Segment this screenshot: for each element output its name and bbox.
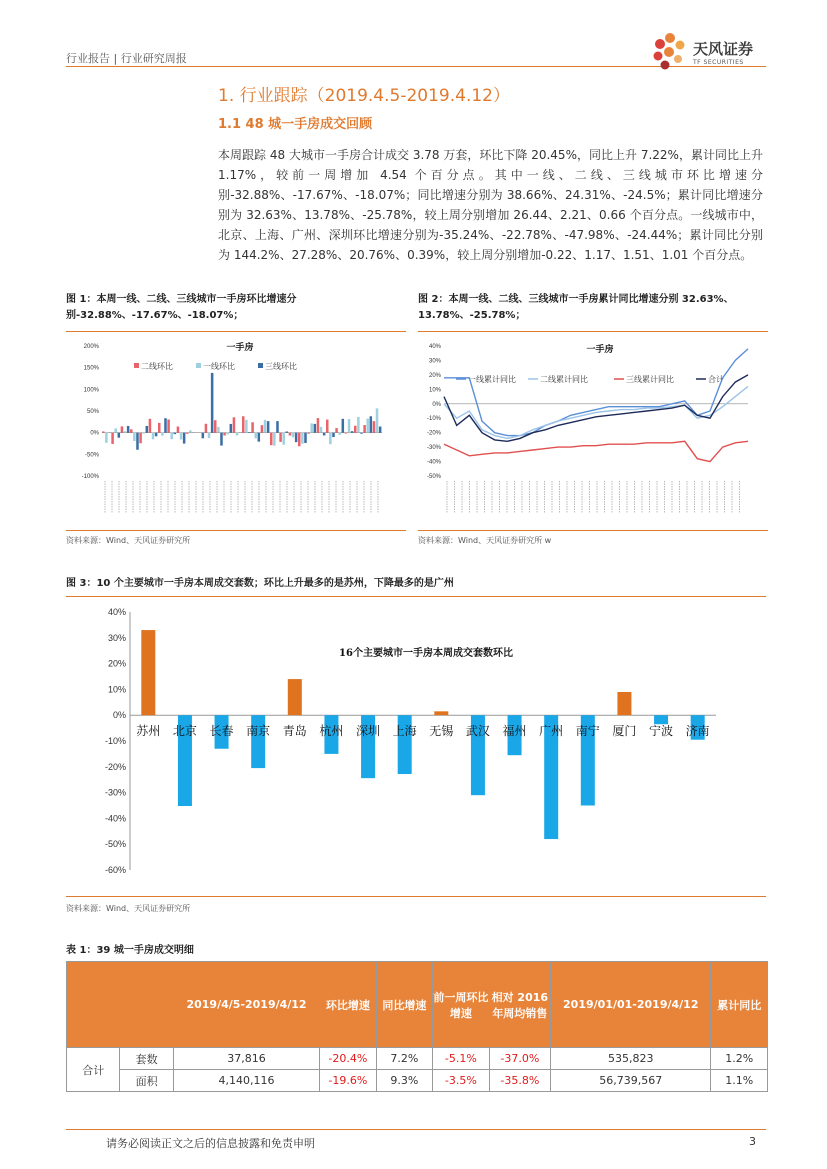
bar [223, 433, 226, 436]
bar [332, 433, 335, 437]
bar [317, 418, 320, 433]
fig3-divider [66, 596, 766, 597]
bar [226, 433, 229, 435]
x-tick-label: 南京 [246, 724, 271, 739]
cell-vs2016: -35.8% [489, 1070, 551, 1092]
legend-label: 一线累计同比 [468, 375, 516, 384]
fig2-chart [420, 338, 760, 528]
bar [310, 423, 313, 432]
row-group-label: 合计 [67, 1048, 120, 1092]
bar [366, 419, 369, 433]
y-tick-label: 40% [107, 607, 126, 617]
bar [186, 433, 189, 434]
x-tick-label: 武汉 [465, 724, 490, 739]
y-tick-label: 100% [83, 387, 99, 394]
bar [617, 692, 631, 715]
bar [379, 427, 382, 433]
bar [314, 424, 317, 433]
bar [376, 408, 379, 432]
bar [142, 433, 145, 434]
bar [286, 432, 289, 433]
bar [180, 433, 183, 440]
bar [205, 424, 208, 433]
legend-swatch [196, 363, 201, 368]
y-tick-label: 50% [86, 409, 99, 415]
y-tick-label: -10% [104, 736, 126, 746]
section-subtitle: 1.1 48 城一手房成交回顾 [218, 117, 373, 132]
legend-swatch [134, 363, 139, 368]
y-tick-label: -30% [104, 787, 126, 798]
page-number: 3 [749, 1135, 756, 1148]
bar [370, 416, 373, 432]
legend-label: 三线累计同比 [626, 375, 674, 384]
y-tick-label: 20% [107, 658, 126, 669]
x-tick-label: 长春 [209, 724, 234, 739]
bar [360, 433, 363, 434]
cell-prev-mom: -5.1% [433, 1048, 489, 1070]
chart-title: 一手房 [226, 343, 254, 353]
y-tick-label: 0% [432, 401, 441, 408]
th-period: 2019/4/5-2019/4/12 [173, 962, 319, 1048]
cell-period: 4,140,116 [173, 1070, 319, 1092]
bar [105, 433, 108, 443]
bar [130, 429, 133, 432]
bar [139, 433, 142, 444]
bar [342, 419, 345, 433]
series-line [444, 349, 748, 436]
legend-swatch [258, 363, 263, 368]
bar [236, 433, 239, 436]
series-line [444, 386, 748, 438]
bar [270, 433, 273, 446]
bar [279, 433, 282, 442]
bar [338, 433, 341, 435]
logo-subtitle: TF SECURITIES [693, 59, 744, 66]
cell-mom: -19.6% [320, 1070, 376, 1092]
y-tick-label: 200% [83, 344, 99, 350]
bar [102, 431, 105, 432]
x-tick-label: 无锡 [429, 724, 454, 739]
bar [654, 715, 668, 724]
bar [276, 421, 279, 433]
legend-label: 二线环比 [141, 362, 173, 371]
fig3-caption: 图 3：10 个主要城市一手房本周成交套数；环比上升最多的是苏州，下降最多的是广州 [66, 578, 454, 589]
fig2-caption: 图 2：本周一线、二线、三线城市一手房累计同比增速分别 32.63%、13.78%、-25.78%； [418, 294, 734, 321]
x-tick-label: 广州 [539, 724, 564, 739]
x-tick-label: 深圳 [356, 724, 381, 739]
bar [245, 420, 248, 433]
bar [167, 419, 170, 432]
bar [217, 427, 220, 433]
y-tick-label: -30% [426, 445, 441, 452]
table1-caption: 表 1：39 城一手房成交明细 [66, 945, 194, 956]
fig2-divider [418, 331, 768, 332]
bar [298, 433, 301, 447]
bar [242, 416, 245, 432]
x-tick-label: 杭州 [319, 724, 344, 739]
bar [183, 433, 186, 444]
bar [254, 433, 257, 439]
th-prev-mom: 前一周环比增速 [433, 962, 489, 1048]
bar [118, 433, 121, 438]
x-tick-label: 南宁 [575, 724, 600, 739]
fig1-divider [66, 331, 406, 332]
y-tick-label: -50% [84, 452, 99, 459]
bar [220, 433, 223, 446]
fig2-source: 资料来源：Wind、天风证券研究所 w [418, 536, 552, 545]
y-tick-label: 40% [428, 344, 441, 350]
row-label: 面积 [120, 1070, 173, 1092]
bar [354, 426, 357, 433]
bar [164, 418, 167, 432]
section-title: 1. 行业跟踪（2019.4.5-2019.4.12） [218, 86, 510, 106]
bar [177, 427, 180, 433]
cell-mom: -20.4% [320, 1048, 376, 1070]
bar [345, 433, 348, 434]
x-tick-label: 上海 [392, 724, 417, 739]
bar [202, 433, 205, 439]
bar [133, 433, 136, 441]
bar [323, 433, 326, 436]
x-tick-label: 青岛 [282, 724, 307, 739]
bar [214, 420, 217, 432]
chart-title: 一手房 [586, 345, 614, 355]
bar [136, 433, 139, 450]
y-tick-label: -20% [104, 761, 126, 772]
bar [329, 433, 332, 445]
cell-cum-yoy: 1.2% [711, 1048, 768, 1070]
cell-prev-mom: -3.5% [433, 1070, 489, 1092]
x-tick-label: 宁波 [649, 724, 674, 739]
bar [261, 425, 264, 433]
series-line [444, 441, 748, 461]
y-tick-label: 10% [428, 387, 441, 394]
bar [251, 422, 254, 432]
fig3-chart [66, 600, 766, 890]
y-tick-label: -10% [426, 416, 441, 423]
cell-yoy: 7.2% [376, 1048, 432, 1070]
table1 [66, 961, 768, 1092]
row-label: 套数 [120, 1048, 173, 1070]
bar [155, 433, 158, 437]
th-cum-period: 2019/01/01-2019/4/12 [551, 962, 711, 1048]
x-tick-label: 济南 [685, 724, 710, 739]
bar [121, 426, 124, 432]
th-yoy: 同比增速 [376, 962, 432, 1048]
fig1-caption: 图 1：本周一线、二线、三线城市一手房环比增速分别-32.88%、-17.67%、-18.07%； [66, 294, 297, 321]
bar [258, 433, 261, 442]
bar [124, 431, 127, 432]
bar [189, 430, 192, 432]
y-tick-label: 0% [112, 710, 126, 721]
bar [174, 433, 177, 434]
cell-cum-yoy: 1.1% [711, 1070, 768, 1092]
bar [295, 433, 298, 443]
footer-divider [66, 1129, 766, 1130]
bar [301, 433, 304, 444]
x-tick-label: 厦门 [612, 724, 637, 739]
table-header-blank2 [120, 962, 173, 1048]
y-tick-label: -40% [104, 813, 126, 824]
logo-name: 天风证券 [693, 40, 754, 58]
y-tick-label: -50% [104, 839, 126, 850]
th-mom: 环比增速 [320, 962, 376, 1048]
bar [161, 433, 164, 436]
table-header-blank1 [67, 962, 120, 1048]
bar [357, 417, 360, 433]
th-vs2016: 相对 2016 年周均销售 [489, 962, 551, 1048]
fig1-bottom-divider [66, 530, 406, 531]
bar [141, 630, 155, 715]
bar [170, 433, 173, 439]
legend-label: 二线累计同比 [540, 375, 588, 384]
bar [288, 679, 302, 715]
y-tick-label: 30% [428, 358, 441, 365]
bar [434, 711, 448, 715]
fig1-chart [68, 338, 388, 528]
bar [363, 425, 366, 433]
bar [292, 433, 295, 438]
bar [348, 419, 351, 433]
fig1-source: 资料来源：Wind、天风证券研究所 [66, 536, 191, 545]
y-tick-label: 150% [83, 365, 99, 372]
x-tick-label: 北京 [172, 724, 197, 739]
cell-vs2016: -37.0% [489, 1048, 551, 1070]
legend-label: 一线环比 [203, 362, 235, 371]
cell-cum-period: 56,739,567 [551, 1070, 711, 1092]
bar [307, 433, 310, 434]
cell-period: 37,816 [173, 1048, 319, 1070]
breadcrumb: 行业报告 | 行业研究周报 [66, 52, 187, 65]
bar [248, 432, 251, 433]
bar [251, 715, 265, 768]
y-tick-label: -40% [426, 459, 441, 466]
bar [326, 420, 329, 433]
series-line [444, 375, 748, 441]
body-paragraph: 本周跟踪 48 大城市一手房合计成交 3.78 万套，环比下降 20.45%，同比上升 7.22%，累计同比上升 1.17%，较前一周增加 4.54 个百分点。其中一线、二线、三线城市环比增速分别-32.88%、-17.67%、-18.07%；同比增速分别为 38.66%、24.31%、-24.5%；累计同比增速分别为 32.63%、13.78%、-25.78%，较上周分别增加 26.44、2.21、0.66 个百分点。一线城市中，北京、上海、广州、深圳环比增速分别为-35.24%、-22.78%、-47.98%、-24.44%；累计同比分别为 144.2%、27.28%、20.76%、0.39%，较上周分别增加-0.22、1.17、1.51、1.01 个百分点。 [218, 148, 763, 262]
y-tick-label: -50% [426, 474, 441, 480]
footer-disclaimer: 请务必阅读正文之后的信息披露和免责申明 [106, 1137, 315, 1150]
bar [233, 417, 236, 432]
bar [230, 424, 233, 433]
y-tick-label: -20% [426, 430, 441, 437]
bar [320, 427, 323, 433]
bar [289, 433, 292, 436]
table-row [67, 1048, 768, 1070]
bar [208, 433, 211, 438]
bar [127, 426, 130, 433]
y-tick-label: 10% [107, 684, 126, 695]
table-row [67, 1070, 768, 1092]
bar [158, 423, 161, 433]
bar [149, 419, 152, 433]
y-tick-label: -60% [104, 865, 126, 875]
x-tick-label: 苏州 [136, 724, 161, 739]
bar [111, 433, 114, 444]
bar [267, 421, 270, 433]
chart-title: 16个主要城市一手房本周成交套数环比 [339, 648, 513, 659]
legend-label: 合计 [708, 375, 724, 384]
bar [264, 420, 267, 433]
y-tick-label: 20% [428, 372, 441, 379]
x-tick-label: 福州 [502, 724, 527, 739]
fig3-bottom-divider [66, 896, 766, 897]
cell-yoy: 9.3% [376, 1070, 432, 1092]
y-tick-label: -100% [81, 474, 99, 480]
bar [282, 433, 285, 445]
bar [304, 433, 307, 443]
bar [146, 426, 149, 433]
tf-logo-icon [648, 30, 692, 74]
fig3-source: 资料来源：Wind、天风证券研究所 [66, 904, 191, 913]
legend-label: 三线环比 [265, 362, 297, 371]
fig2-bottom-divider [418, 530, 768, 531]
th-cum-yoy: 累计同比 [711, 962, 768, 1048]
bar [351, 431, 354, 432]
bar [114, 428, 117, 432]
bar [373, 421, 376, 433]
y-tick-label: 30% [107, 632, 126, 643]
bar [211, 373, 214, 433]
bar [152, 433, 155, 440]
cell-cum-period: 535,823 [551, 1048, 711, 1070]
y-tick-label: 0% [90, 430, 99, 437]
bar [273, 433, 276, 446]
bar [335, 428, 338, 433]
